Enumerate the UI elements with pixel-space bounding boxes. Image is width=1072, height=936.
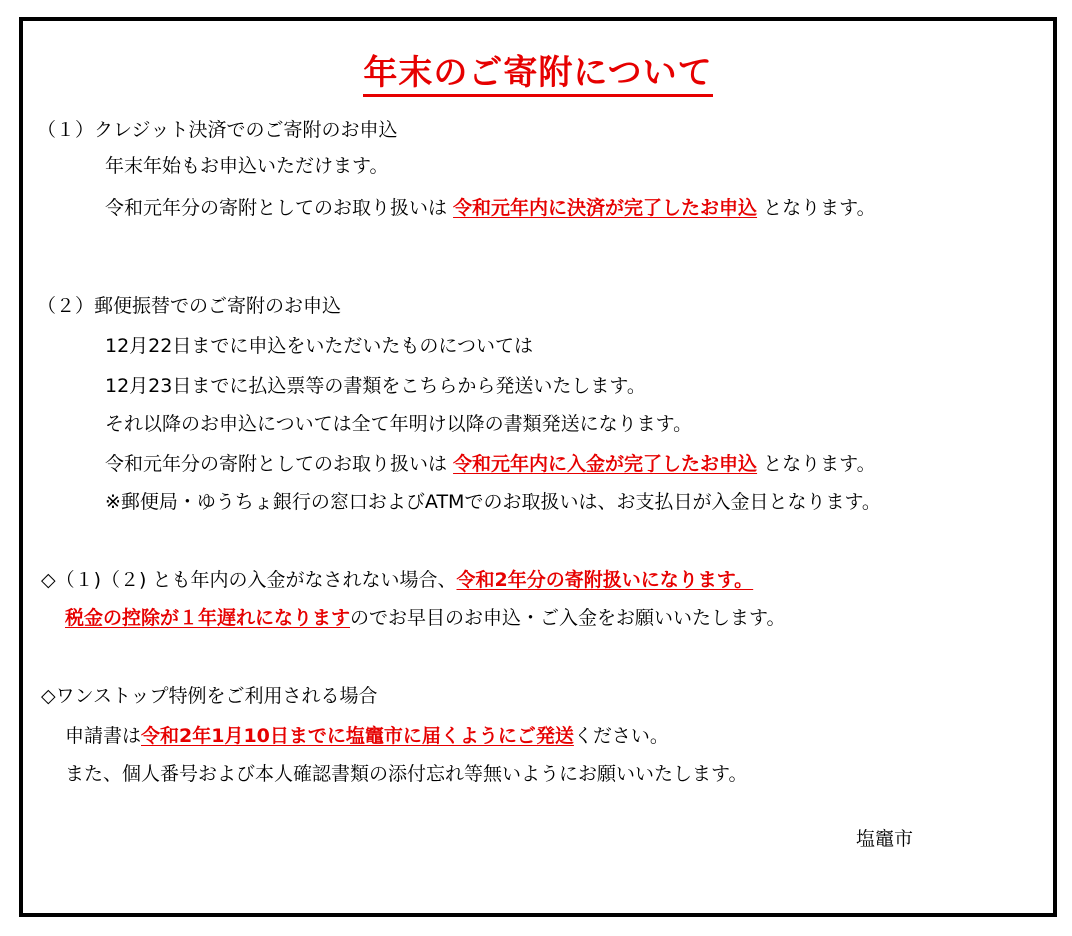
note1-line2-emphasis: 税金の控除が１年遅れになります	[65, 607, 351, 629]
sec1-line2-pre: 令和元年分の寄附としてのお取り扱いは	[105, 197, 454, 219]
note2-line1-pre: 申請書は	[65, 725, 142, 747]
sec2-line4-post: となります。	[757, 453, 876, 475]
sec1-line1: 年末年始もお申込いただけます。	[105, 155, 389, 177]
note1-line1	[41, 567, 753, 593]
sec2-line5: ※郵便局・ゆうちょ銀行の窓口およびATMでのお取扱いは、お支払日が入金日となります。	[105, 491, 881, 513]
note2-line1	[65, 723, 669, 749]
sec2-line3: それ以降のお申込については全て年明け以降の書類発送になります。	[105, 413, 693, 435]
sec1-line2-emphasis: 令和元年内に決済が完了したお申込	[453, 197, 758, 219]
note1-line1-emphasis: 令和2年分の寄附扱いになります。	[456, 569, 754, 591]
notice-frame	[19, 17, 1057, 917]
note2-line1-emphasis: 令和2年1月10日までに塩竈市に届くようにご発送	[141, 725, 574, 747]
sec2-line2: 12月23日までに払込票等の書類をこちらから発送いたします。	[105, 375, 646, 397]
note1-line1-pre: ◇（１)（２) とも年内の入金がなされない場合、	[41, 569, 457, 591]
signature: 塩竈市	[856, 828, 914, 850]
sec1-line2-post: となります。	[757, 197, 876, 219]
note2-line1-post: ください。	[573, 725, 669, 747]
sec2-line4	[105, 451, 876, 477]
sec1-heading: （１）クレジット決済でのご寄附のお申込	[37, 119, 398, 141]
title-text: 年末のご寄附について	[363, 53, 712, 97]
sec2-heading: （２）郵便振替でのご寄附のお申込	[37, 295, 342, 317]
sec2-line1: 12月22日までに申込をいただいたものについては	[105, 335, 533, 357]
page-title	[23, 45, 1053, 94]
note2-heading: ◇ワンストップ特例をご利用される場合	[41, 685, 378, 707]
sec2-line4-pre: 令和元年分の寄附としてのお取り扱いは	[105, 453, 454, 475]
note2-line2: また、個人番号および本人確認書類の添付忘れ等無いようにお願いいたします。	[65, 763, 748, 785]
note1-line2-post: のでお早目のお申込・ご入金をお願いいたします。	[350, 607, 786, 629]
sec2-line4-emphasis: 令和元年内に入金が完了したお申込	[453, 453, 758, 475]
note1-line2	[65, 605, 786, 631]
sec1-line2	[105, 195, 876, 221]
